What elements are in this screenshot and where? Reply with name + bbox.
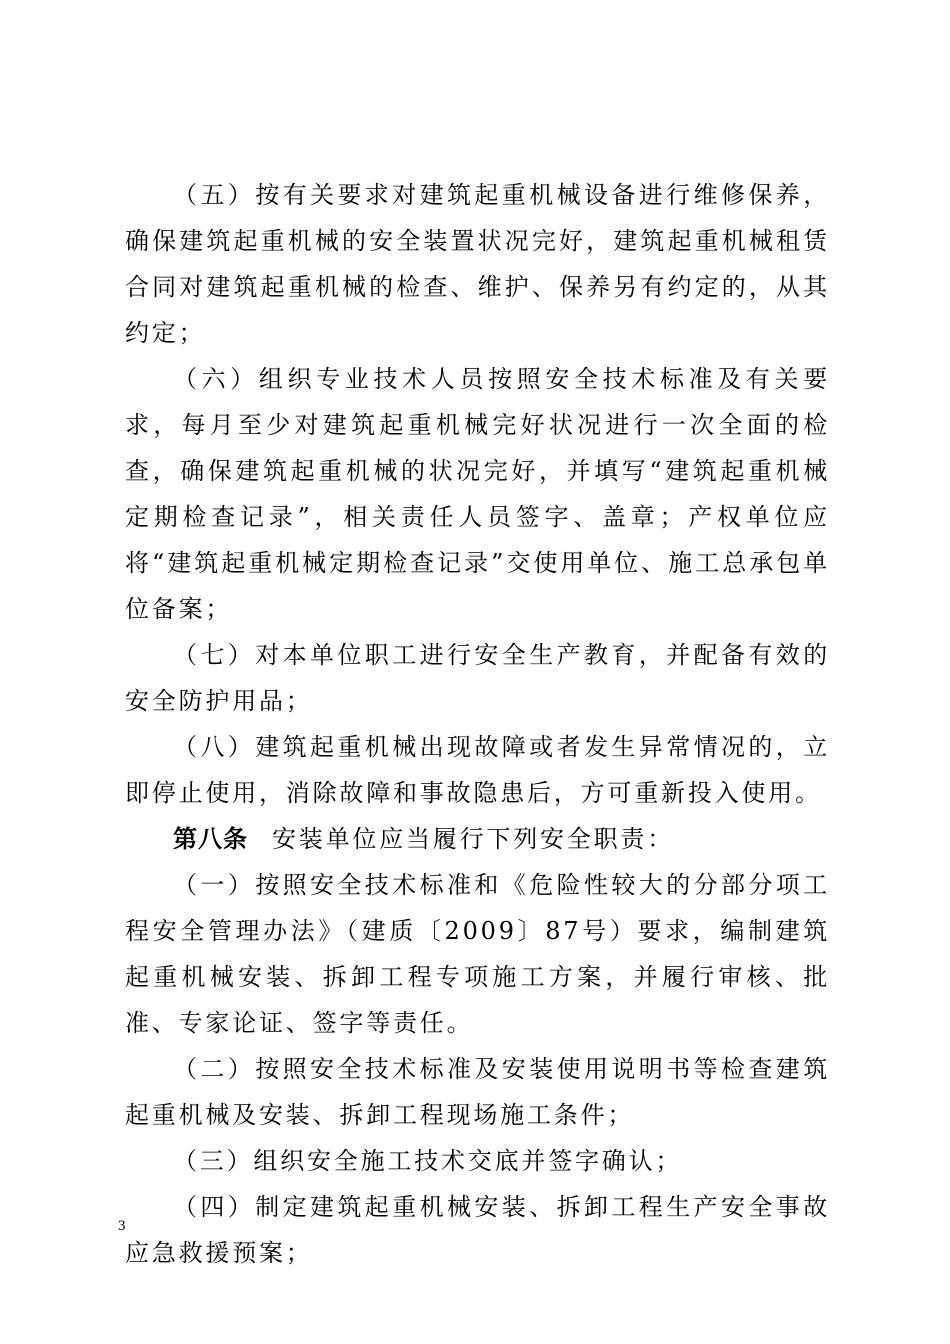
article-heading bbox=[125, 816, 830, 862]
clause-7: （七）对本单位职工进行安全生产教育，并配备有效的安全防护用品； bbox=[125, 641, 830, 715]
article-8-clause-4: （四）制定建筑起重机械安装、拆卸工程生产安全事故应急救援预案； bbox=[125, 1193, 830, 1267]
clause-8: （八）建筑起重机械出现故障或者发生异常情况的，立即停止使用，消除故障和事故隐患后，方可重新投入使用。 bbox=[125, 733, 830, 807]
article-8-clause-2: （二）按照安全技术标准及安装使用说明书等检查建筑起重机械及安装、拆卸工程现场施工条件； bbox=[125, 1055, 830, 1129]
clause-5: （五）按有关要求对建筑起重机械设备进行维修保养，确保建筑起重机械的安全装置状况完好，建筑起重机械租赁合同对建筑起重机械的检查、维护、保养另有约定的，从其约定； bbox=[125, 181, 830, 347]
article-number: 第八条 bbox=[173, 825, 248, 853]
clause-6: （六）组织专业技术人员按照安全技术标准及有关要求，每月至少对建筑起重机械完好状况进行一次全面的检查，确保建筑起重机械的状况完好，并填写“建筑起重机械定期检查记录”，相关责任人员签字、盖章；产权单位应将“建筑起重机械定期检查记录”交使用单位、施工总承包单位备案； bbox=[125, 365, 830, 623]
article-8-clause-3: （三）组织安全施工技术交底并签字确认； bbox=[173, 1147, 683, 1175]
document-body bbox=[125, 172, 830, 1276]
article-8-clause-1: （一）按照安全技术标准和《危险性较大的分部分项工程安全管理办法》（建质〔2009〕87号）要求，编制建筑起重机械安装、拆卸工程专项施工方案，并履行审核、批准、专家论证、签字等责任。 bbox=[125, 871, 830, 1037]
page-number: 3 bbox=[118, 1218, 126, 1234]
article-text: 安装单位应当履行下列安全职责： bbox=[272, 825, 674, 853]
